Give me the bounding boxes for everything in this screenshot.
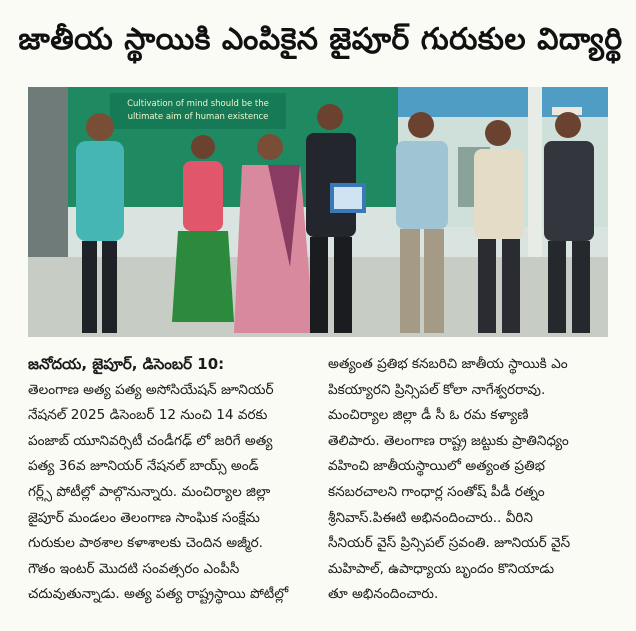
photo-illustration [28,87,608,337]
body-line: తెలంగాణ అత్య పత్య అసోసియేషన్ జూనియర్ [28,381,274,398]
body-line: గురుకుల పాఠశాల కళాశాలకు చెందిన అజ్మీర. [28,535,263,552]
body-line: జైపూర్ మండలం తెలంగాణ సాంఘిక సంక్షేమ [28,509,260,526]
body-line: కనబరచాలని గాంధార్ల సంతోష్ పీడీ రత్నం [328,483,545,500]
body-line: పత్య 36వ జూనియర్ నేషనల్ బాయ్స్ అండ్ [28,458,259,475]
body-line: వహించి జాతీయస్థాయిలో అత్యంత ప్రతిభ [328,458,545,475]
body-line: పికయ్యారని ప్రిన్సిపల్ కోలా నాగేశ్వరరావు. [328,381,546,398]
body-line: గర్ల్స్ పోటీల్లో పాల్గొనున్నారు. మంచిర్యాల జిల్లా [28,483,271,500]
headline: జాతీయ స్థాయికి ఎంపికైన జైపూర్ గురుకుల విద్యార్థి [18,22,623,57]
body-line: నేషనల్ 2025 డిసెంబర్ 12 నుంచి 14 వరకు [28,407,268,424]
article-column-left [28,352,318,608]
body-line: గౌతం ఇంటర్ మొదటి సంవత్సరం ఎంపీసీ [28,560,240,577]
body-line: పంజాబ్ యూనివర్సిటీ చండీగఢ్ లో జరిగే అత్య [28,432,273,449]
body-line: శ్రీనివాస్.పిఈటి అభినందించారు.. వీరిని [328,509,533,526]
body-line: అత్యంత ప్రతిభ కనబరిచి జాతీయ స్థాయికి ఎం [328,356,568,372]
body-line: మహిపాల్, ఉపాధ్యాయ బృందం కొనియాడు [328,560,555,577]
banner-text-line-2: ultimate aim of human existence [127,112,269,122]
news-photo [28,87,608,337]
body-line: మంచిర్యాల జిల్లా డీ సీ ఓ రమ కళ్యాణి [328,407,529,424]
body-line: తెలిపారు. తెలంగాణ రాష్ట్ర జట్టుకు ప్రాతినిధ్యం [328,432,569,449]
body-line: తూ అభినందించారు. [328,586,439,603]
banner-text-line-1: Cultivation of mind should be the [127,99,269,109]
article-column-right [328,352,618,608]
dateline: జనోదయ, జైపూర్, డిసెంబర్ 10: [28,355,225,373]
body-line: సీనియర్ వైస్ ప్రిన్సిపల్ స్రవంతి. జూనియర్ వైస్ [328,535,571,552]
body-line: చదువుతున్నాడు. అత్య పత్య రాష్ట్రస్థాయి పోటీల్లో [28,586,289,603]
